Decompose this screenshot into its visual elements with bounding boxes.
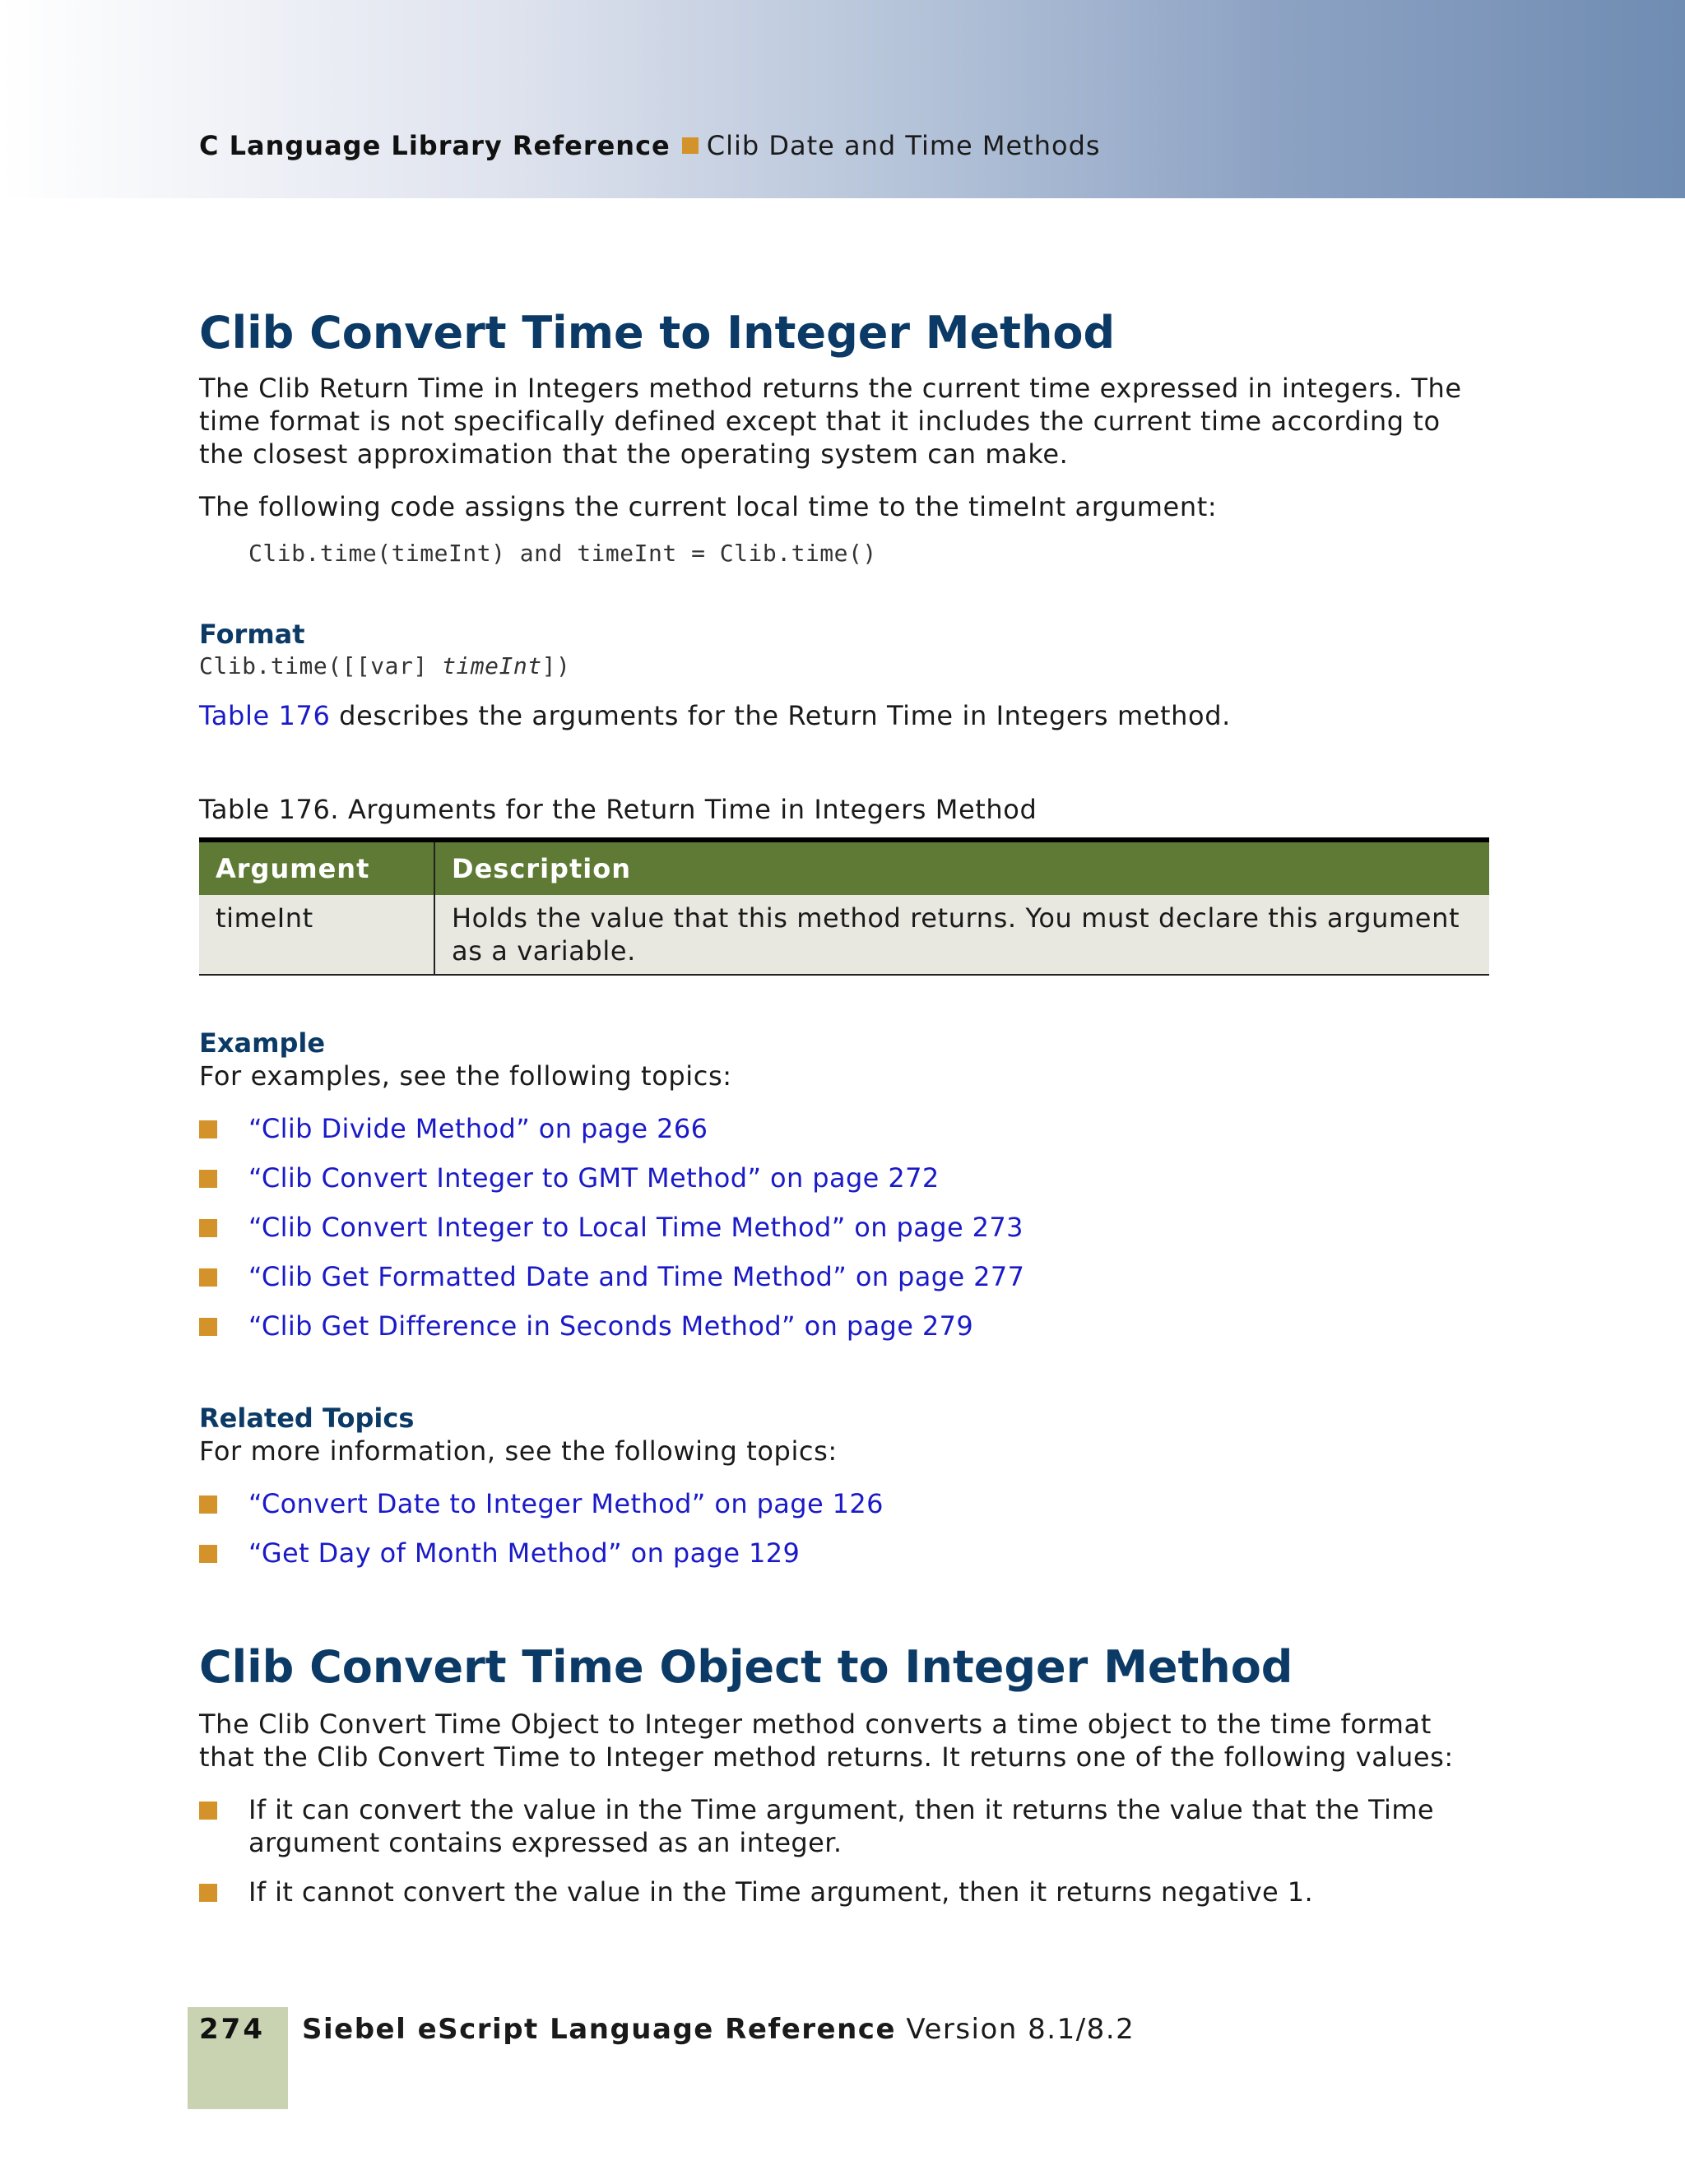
header-chapter-title: Clib Date and Time Methods bbox=[706, 130, 1101, 161]
related-topics-text: For more information, see the following topics: bbox=[199, 1435, 838, 1467]
header-bullet-icon bbox=[682, 137, 699, 154]
table-cell-description: Holds the value that this method returns. You must declare this argument as a variable. bbox=[434, 895, 1489, 975]
bullet-square-icon bbox=[199, 1268, 217, 1287]
list-item bbox=[199, 1162, 1491, 1194]
list-item bbox=[199, 1487, 1491, 1520]
return-values-list bbox=[199, 1793, 1491, 1908]
example-link-formatted-date[interactable]: “Clib Get Formatted Date and Time Method” on page 277 bbox=[248, 1261, 1025, 1292]
return-value-text: If it can convert the value in the Time argument, then it returns the value that the Time argument contains expressed as an integer. bbox=[248, 1794, 1434, 1858]
example-link-gmt[interactable]: “Clib Convert Integer to GMT Method” on page 272 bbox=[248, 1162, 940, 1194]
example-heading: Example bbox=[199, 1027, 326, 1059]
table-header-argument: Argument bbox=[199, 840, 434, 895]
format-syntax-suffix: ]) bbox=[541, 652, 571, 679]
example-text: For examples, see the following topics: bbox=[199, 1060, 732, 1092]
table-176-link[interactable]: Table 176 bbox=[199, 700, 331, 731]
bullet-square-icon bbox=[199, 1170, 217, 1188]
section-title-2: Clib Convert Time Object to Integer Method bbox=[199, 1641, 1293, 1693]
format-syntax bbox=[199, 652, 1491, 679]
footer-book-title bbox=[302, 2013, 1135, 2046]
list-item bbox=[199, 1310, 1491, 1342]
related-links-list bbox=[199, 1487, 1491, 1570]
bullet-square-icon bbox=[199, 1120, 217, 1138]
bullet-square-icon bbox=[199, 1219, 217, 1237]
page-content bbox=[199, 304, 1491, 1908]
example-link-difference-seconds[interactable]: “Clib Get Difference in Seconds Method” on page 279 bbox=[248, 1310, 974, 1342]
header-book-title: C Language Library Reference bbox=[199, 130, 671, 161]
related-link-convert-date[interactable]: “Convert Date to Integer Method” on page 126 bbox=[248, 1488, 884, 1519]
page-number: 274 bbox=[199, 2013, 265, 2046]
table-reference bbox=[199, 699, 1491, 732]
table-caption: Table 176. Arguments for the Return Time in Integers Method bbox=[199, 794, 1037, 825]
arguments-table bbox=[199, 837, 1489, 976]
footer-book-name: Siebel eScript Language Reference bbox=[302, 2013, 897, 2046]
example-links-list bbox=[199, 1112, 1491, 1342]
format-syntax-prefix: Clib.time([[var] bbox=[199, 652, 443, 679]
code-intro-text: The following code assigns the current local time to the timeInt argument: bbox=[199, 491, 1218, 522]
example-link-local-time[interactable]: “Clib Convert Integer to Local Time Method” on page 273 bbox=[248, 1212, 1024, 1243]
list-item bbox=[199, 1876, 1491, 1908]
related-topics-heading: Related Topics bbox=[199, 1403, 415, 1434]
example-link-divide[interactable]: “Clib Divide Method” on page 266 bbox=[248, 1113, 708, 1144]
bullet-square-icon bbox=[199, 1884, 217, 1902]
bullet-square-icon bbox=[199, 1318, 217, 1336]
related-link-day-of-month[interactable]: “Get Day of Month Method” on page 129 bbox=[248, 1537, 801, 1569]
list-item bbox=[199, 1112, 1491, 1145]
format-syntax-arg: timeInt bbox=[442, 652, 542, 679]
table-header-description: Description bbox=[434, 840, 1489, 895]
footer-version: Version 8.1/8.2 bbox=[896, 2013, 1135, 2046]
bullet-square-icon bbox=[199, 1545, 217, 1563]
table-cell-argument: timeInt bbox=[199, 895, 434, 975]
table-row bbox=[199, 895, 1489, 975]
section-2-intro: The Clib Convert Time Object to Integer method converts a time object to the time format that the Clib Convert Time to Integer method returns. It returns one of the following values: bbox=[199, 1709, 1454, 1773]
page-header-band bbox=[0, 0, 1685, 198]
list-item bbox=[199, 1211, 1491, 1244]
table-header-row bbox=[199, 840, 1489, 895]
table-reference-text: describes the arguments for the Return Time in Integers method. bbox=[330, 700, 1231, 731]
section-intro: The Clib Return Time in Integers method returns the current time expressed in integers. The time format is not specifically defined except that it includes the current time according to the closest approximation that the operating system can make. bbox=[199, 373, 1462, 470]
format-heading: Format bbox=[199, 619, 305, 650]
bullet-square-icon bbox=[199, 1801, 217, 1820]
running-header bbox=[199, 130, 1101, 161]
code-example: Clib.time(timeInt) and timeInt = Clib.time() bbox=[248, 540, 877, 567]
bullet-square-icon bbox=[199, 1495, 217, 1514]
list-item bbox=[199, 1260, 1491, 1293]
return-value-text: If it cannot convert the value in the Time argument, then it returns negative 1. bbox=[248, 1876, 1314, 1908]
section-title: Clib Convert Time to Integer Method bbox=[199, 307, 1116, 359]
list-item bbox=[199, 1537, 1491, 1570]
list-item bbox=[199, 1793, 1491, 1859]
